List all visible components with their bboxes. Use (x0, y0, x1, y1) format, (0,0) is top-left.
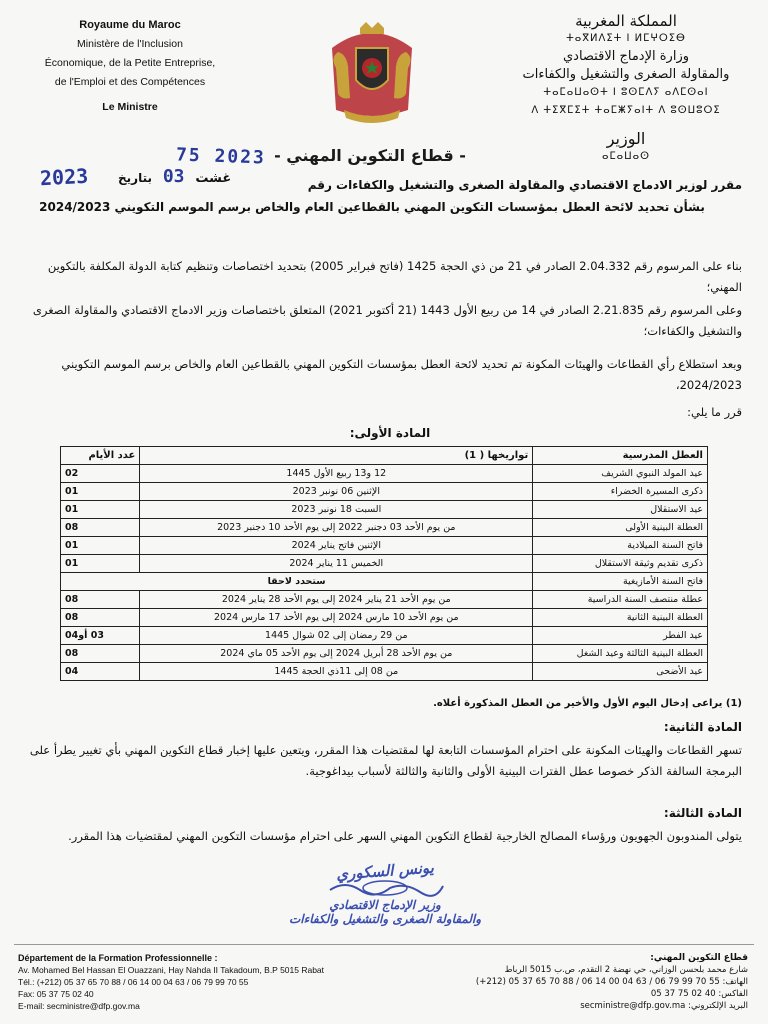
holiday-days: 01 (61, 537, 140, 555)
sector-title: - قطاع التكوين المهني - (274, 146, 466, 165)
footer-fr-tel: Tél.: (+212) 05 37 65 70 88 / 06 14 00 04 63 / 06 79 99 70 55 (18, 977, 249, 987)
footer-fr-title: Département de la Formation Professionnelle : (18, 953, 218, 963)
signature-title-1: وزير الإدماج الاقتصادي (329, 898, 441, 912)
coat-of-arms-emblem (322, 18, 422, 126)
table-row (61, 501, 708, 519)
table-footnote: (1) يراعى إدخال اليوم الأول والأخير من العطل المذكورة أعلاه. (433, 698, 742, 709)
date-label: بتاريخ (118, 171, 152, 185)
holiday-days: 01 (61, 555, 140, 573)
holiday-name: فاتح السنة الأمازيغية (533, 573, 708, 591)
footer-ar-tel: (+212) 05 37 65 70 88 / 06 14 00 04 63 / 06 79 99 70 55 (475, 977, 720, 987)
holiday-days: 02 (61, 465, 140, 483)
signature-name: يونس السكوري (335, 858, 435, 884)
holiday-days: 03 أو04 (61, 627, 140, 645)
header-french (20, 16, 240, 117)
minister-fr: Le Ministre (102, 101, 158, 113)
preamble-paragraph-1: بناء على المرسوم رقم 2.04.332 الصادر في 21 من ذي الحجة 1425 (فاتح فبراير 2005) بتحديد اختصاصات وتنظيم كتابة الدولة المكلفة بالتكوين المهني؛ (47, 259, 742, 294)
footer-ar-title: قطاع التكوين المهني: (650, 953, 748, 963)
holiday-dates: من يوم الأحد 10 مارس 2024 إلى يوم الأحد 17 مارس 2024 (140, 609, 533, 627)
holiday-name: عيد الفطر (533, 627, 708, 645)
column-header-days: عدد الأيام (61, 447, 140, 465)
holiday-name: ذكرى المسيرة الخضراء (533, 483, 708, 501)
holiday-name: عيد الأضحى (533, 663, 708, 681)
article-3-text: يتولى المندوبون الجهويون ورؤساء المصالح الخارجية لقطاع التكوين المهني السهر على احترام مؤسسات التكوين المهني لمقتضيات هذا المقرر. (68, 829, 742, 843)
footer-divider (14, 944, 754, 945)
holiday-name: العطلة البينية الثالثة وعيد الشغل (533, 645, 708, 663)
kingdom-ar: المملكة المغربية (575, 12, 677, 30)
preamble-paragraph-2: وعلى المرسوم رقم 2.21.835 الصادر في 14 من ربيع الأول 1443 (21 أكتوبر 2021) المتعلق باختصاصات وزير الادماج الاقتصادي والمقاولة الصغرى والتشغيل والكفاءات؛ (32, 303, 742, 338)
footer-ar-tel-line (448, 976, 748, 988)
footer-fr-email: E-mail: secministre@dfp.gov.ma (18, 1001, 140, 1011)
article-3-heading: المادة الثالثة: (663, 806, 742, 820)
footer-ar-address: شارع محمد بلحسن الوزاني، حي نهضة 2 التقدم، ص.ب 5015 الرباط (504, 965, 748, 975)
holiday-dates: الخميس 11 يناير 2024 (140, 555, 533, 573)
footer-ar-fax: 05 37 75 02 40 (650, 989, 716, 999)
table-row (61, 627, 708, 645)
holiday-days: 01 (61, 501, 140, 519)
table-row (61, 555, 708, 573)
date-day-value: 03 (162, 166, 185, 187)
date-year-stamp: 2023 (39, 163, 89, 191)
holiday-name: العطلة البينية الثانية (533, 609, 708, 627)
holiday-days: 08 (61, 591, 140, 609)
holiday-dates: السبت 18 نونبر 2023 (140, 501, 533, 519)
holiday-dates: من يوم الأحد 03 دجنبر 2022 إلى يوم الأحد 10 دجنبر 2023 (140, 519, 533, 537)
signature-title-2: والمقاولة الصغرى والتشغيل والكفاءات (288, 912, 482, 926)
footer-arabic (448, 952, 748, 1012)
holiday-days: 04 (61, 663, 140, 681)
holiday-days: 08 (61, 645, 140, 663)
column-header-dates: تواريخها ( 1) (140, 447, 533, 465)
table-row (61, 483, 708, 501)
table-row (61, 591, 708, 609)
ministry-line-2-ar: والمقاولة الصغرى والتشغيل والكفاءات (522, 67, 730, 82)
holiday-dates: من يوم الأحد 21 يناير 2024 إلى يوم الأحد 28 يناير 2024 (140, 591, 533, 609)
ministry-tifinagh-1: ⵜⴰⵎⴰⵡⴰⵙⵜ ⵏ ⵓⵙⵎⴷⵢ ⴰⴷⵎⵙⴰⵏ (543, 87, 709, 98)
decree-subject: بشأن تحديد لائحة العطل بمؤسسات التكوين المهني بالقطاعين العام والخاص برسم الموسم التكويني 2024/2023 (39, 200, 705, 214)
table-row (61, 609, 708, 627)
holidays-table (60, 446, 708, 681)
decision-heading: قرر ما يلي: (687, 405, 742, 419)
holiday-name: العطلة البينية الأولى (533, 519, 708, 537)
table-row (61, 645, 708, 663)
holiday-dates: من يوم الأحد 28 أبريل 2024 إلى يوم الأحد 05 ماي 2024 (140, 645, 533, 663)
holiday-dates: ستحدد لاحقا (61, 573, 533, 591)
minister-signature (270, 858, 500, 940)
holiday-dates: من 29 رمضان إلى 02 شوال 1445 (140, 627, 533, 645)
holiday-dates: من 08 إلى 11ذي الحجة 1445 (140, 663, 533, 681)
footer-ar-tel-label: الهاتف: (722, 977, 748, 987)
footer-ar-email: secministre@dfp.gov.ma (580, 1001, 686, 1011)
footer-ar-fax-label: الفاكس: (718, 989, 748, 999)
kingdom-tifinagh: ⵜⴰⴳⵍⴷⵉⵜ ⵏ ⵍⵎⵖⵔⵉⴱ (566, 33, 686, 44)
table-row (61, 519, 708, 537)
table-row (61, 465, 708, 483)
ministry-line-3-fr: de l'Emploi et des Compétences (54, 76, 206, 88)
holiday-name: فاتح السنة الميلادية (533, 537, 708, 555)
holiday-days: 08 (61, 609, 140, 627)
footer-fr-fax: Fax: 05 37 75 02 40 (18, 989, 94, 999)
table-row (61, 573, 708, 591)
holiday-days: 01 (61, 483, 140, 501)
minister-tifinagh: ⴰⵎⴰⵡⴰⵙ (602, 151, 650, 162)
date-month-label: غشت (195, 171, 232, 186)
decree-number-stamp: 75 2023 (175, 144, 267, 169)
table-row (61, 537, 708, 555)
article-2-heading: المادة الثانية: (663, 720, 742, 734)
holiday-dates: الإثنين 06 نونبر 2023 (140, 483, 533, 501)
minister-ar: الوزير (606, 129, 646, 148)
ministry-line-1-ar: وزارة الإدماج الاقتصادي (562, 49, 689, 64)
footer-fr-address: Av. Mohamed Bel Hassan El Ouazzani, Hay Nahda II Takadoum, B.P 5015 Rabat (18, 965, 325, 975)
footer-ar-email-label: البريد الإلكتروني: (688, 1001, 748, 1011)
holiday-name: عطلة منتصف السنة الدراسية (533, 591, 708, 609)
holiday-dates: 12 و13 ربيع الأول 1445 (140, 465, 533, 483)
table-header-row (61, 447, 708, 465)
kingdom-fr: Royaume du Maroc (79, 19, 181, 31)
ministry-line-1-fr: Ministère de l'Inclusion (77, 38, 183, 50)
footer-french (18, 952, 378, 1012)
ministry-tifinagh-2: ⴷ ⵜⵉⴳⵎⵉⵜ ⵜⴰⵎⵥⵢⴰⵏⵜ ⴷ ⵓⵙⵡⵓⵔⵉ (531, 105, 721, 116)
holiday-name: عيد الاستقلال (533, 501, 708, 519)
column-header-holiday: العطل المدرسية (533, 447, 708, 465)
holiday-dates: الإثنين فاتح يناير 2024 (140, 537, 533, 555)
holiday-days: 08 (61, 519, 140, 537)
footer-ar-email-line (448, 1000, 748, 1012)
ministry-line-2-fr: Économique, de la Petite Entreprise, (44, 57, 216, 69)
footer-ar-fax-line (448, 988, 748, 1000)
header-arabic (506, 12, 746, 166)
article-2-text: تسهر القطاعات والهيئات المكونة على احترام المؤسسات التابعة لها لمقتضيات هذا المقرر، ويتعين عليها إخبار قطاع التكوين المهني بأي تغيير يطرأ على البرمجة السالفة الذكر خصوصا عطل الفترات البينية الأولى والثانية والثالثة لأسباب بيداغوجية. (29, 743, 742, 778)
article-1-heading: المادة الأولى: (349, 426, 431, 440)
holiday-name: عيد المولد النبوي الشريف (533, 465, 708, 483)
holiday-name: ذكرى تقديم وثيقة الاستقلال (533, 555, 708, 573)
decree-title: مقرر لوزير الادماج الاقتصادي والمقاولة الصغرى والتشغيل والكفاءات رقم (307, 178, 742, 192)
table-row (61, 663, 708, 681)
preamble-paragraph-3: وبعد استطلاع رأي القطاعات والهيئات المكونة تم تحديد لائحة العطل بمؤسسات التكوين المهني بالقطاعين العام والخاص برسم الموسم التكويني 2024/2023، (61, 357, 742, 392)
